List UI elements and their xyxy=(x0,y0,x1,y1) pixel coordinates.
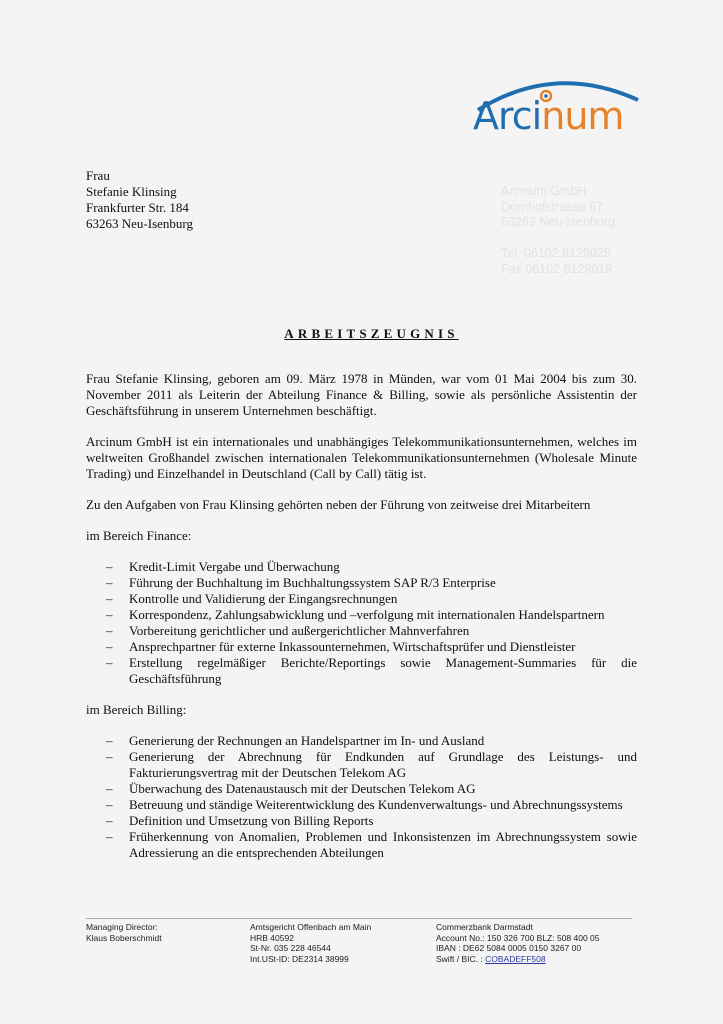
paragraph: Arcinum GmbH ist ein internationales und unabhängiges Telekommunikationsunternehmen, welches im weltweiten Großhandel zwischen internationalen Telekommunikationsunternehmen (Wholesale Minute Trading) und Einzelhandel in Deutschland (Call by Call) tätig ist. xyxy=(86,434,637,481)
list-item: – Erstellung regelmäßiger Berichte/Reportings sowie Management-Summaries für die Geschäftsführung xyxy=(86,655,637,687)
section-heading-billing: im Bereich Billing: xyxy=(86,702,187,717)
paragraph: Zu den Aufgaben von Frau Klinsing gehörten neben der Führung von zeitweise drei Mitarbeitern xyxy=(86,497,591,512)
list-item: – Generierung der Abrechnung für Endkunden auf Grundlage des Leistungs- und Fakturierungsvertrag mit der Deutschen Telekom AG xyxy=(86,749,637,781)
list-item: – Kredit-Limit Vergabe und Überwachung xyxy=(86,559,637,575)
recipient-line: Frau xyxy=(86,168,110,183)
sender-line: Tel: 06102 8129025 xyxy=(501,246,611,260)
list-item: – Definition und Umsetzung von Billing Reports xyxy=(86,813,637,829)
footer-line: IBAN : DE62 5084 0005 0150 3267 00 xyxy=(436,943,582,953)
sender-line: Fax 06102 8129019 xyxy=(501,261,613,276)
sender-line: Dornhofstrasse 67 xyxy=(501,199,604,214)
recipient-line: 63263 Neu-Isenburg xyxy=(86,216,193,231)
sender-address xyxy=(501,184,615,277)
sender-line xyxy=(501,231,615,247)
recipient-line: Stefanie Klinsing xyxy=(86,184,177,199)
recipient-line: Frankfurter Str. 184 xyxy=(86,200,189,215)
list-item: – Ansprechpartner für externe Inkassounternehmen, Wirtschaftsprüfer und Dienstleister xyxy=(86,639,637,655)
footer-line: Int.USt-ID: DE2314 38999 xyxy=(250,953,349,964)
arcinum-logo xyxy=(470,70,645,140)
list-item: – Überwachung des Datenaustausch mit der Deutschen Telekom AG xyxy=(86,781,637,797)
swift-label: Swift / BIC. : xyxy=(436,953,486,964)
list-item: – Generierung der Rechnungen an Handelspartner im In- und Ausland xyxy=(86,733,637,749)
document-title: ARBEITSZEUGNIS xyxy=(284,326,459,341)
footer-line: Account No.: 150 326 700 BLZ: 508 400 05 xyxy=(436,932,600,943)
list-item: – Vorbereitung gerichtlicher und außergerichtlicher Mahnverfahren xyxy=(86,623,637,639)
swift-link[interactable]: COBADEFF508 xyxy=(485,953,546,964)
list-item: – Führung der Buchhaltung im Buchhaltungssystem SAP R/3 Enterprise xyxy=(86,575,637,591)
list-item: – Früherkennung von Anomalien, Problemen und Inkonsistenzen im Abrechnungssystem sowie Adressierung an die entsprechenden Abteilungen xyxy=(86,829,637,861)
footer-line: Commerzbank Darmstadt xyxy=(436,922,533,932)
footer-line: Klaus Boberschmidt xyxy=(86,932,162,943)
footer-line: St-Nr. 035 228 46544 xyxy=(250,943,331,953)
logo-text-b: num xyxy=(541,94,624,138)
logo-text-a: Arci xyxy=(473,94,542,138)
recipient-address xyxy=(86,168,193,232)
sender-line: 63263 Neu-Isenburg xyxy=(501,215,615,229)
footer-line: Amtsgericht Offenbach am Main xyxy=(250,922,372,932)
list-item: – Betreuung und ständige Weiterentwicklung des Kundenverwaltungs- und Abrechnungssystems xyxy=(86,797,637,813)
list-item: – Kontrolle und Validierung der Eingangsrechnungen xyxy=(86,591,637,607)
billing-list xyxy=(86,733,637,861)
finance-list xyxy=(86,559,637,687)
footer-director xyxy=(86,922,162,943)
footer-registry xyxy=(250,922,371,964)
footer-divider xyxy=(86,918,632,919)
sender-line: Arcinum GmbH xyxy=(501,184,587,198)
paragraph: Frau Stefanie Klinsing, geboren am 09. März 1978 in Münden, war vom 01 Mai 2004 bis zum 30. November 2011 als Leiterin der Abteilung Finance & Billing, sowie als persönliche Assistentin der Geschäftsführung in unserem Unternehmen beschäftigt. xyxy=(86,371,637,418)
letter-body xyxy=(86,371,637,876)
footer-line xyxy=(436,954,600,965)
section-heading-finance: im Bereich Finance: xyxy=(86,528,192,543)
list-item: – Korrespondenz, Zahlungsabwicklung und –verfolgung mit internationalen Handelspartnern xyxy=(86,607,637,623)
footer-line: Managing Director: xyxy=(86,922,158,932)
footer-line: HRB 40592 xyxy=(250,932,294,943)
footer-bank xyxy=(436,922,600,964)
